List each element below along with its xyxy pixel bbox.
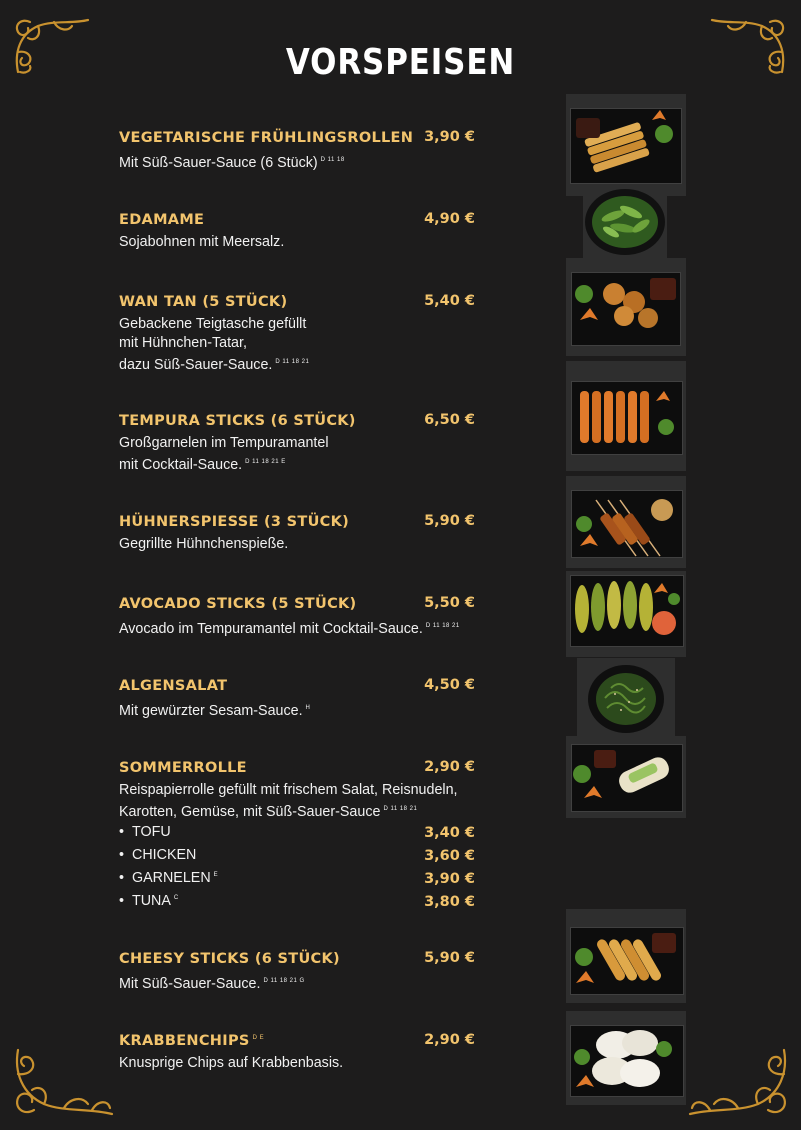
allergen-codes: D 11 18 21 E [245,459,286,465]
photo-seaweed [577,658,675,740]
option-row: • GARNELEN $^E$ 3,90 € [119,869,475,887]
allergen-codes: D 11 18 21 [425,623,460,629]
option-price: 3,90 € [424,870,475,887]
item-price: 5,40 € [424,293,475,309]
photo-avocado [566,571,686,657]
allergen-codes: D 11 18 21 G [263,978,305,984]
option-label: GARNELEN [132,869,211,886]
item-price: 4,90 € [424,211,475,227]
option-label: TOFU [132,823,171,840]
item-price: 6,50 € [424,412,475,428]
item-description: Gebackene Teigtasche gefüllt mit Hühnchen-Tatar, dazu Süß-Sauer-Sauce. $^{D 11 18 21}$ [119,316,310,373]
ornament-top-left-icon [8,12,94,78]
option-label: TUNA [132,892,171,909]
item-price: 5,90 € [424,513,475,529]
item-description: Sojabohnen mit Meersalz. [119,234,285,250]
item-name: HÜHNERSPIESSE (3 STÜCK) [119,514,350,530]
item-name: CHEESY STICKS (6 STÜCK) [119,951,340,967]
item-name: ALGENSALAT [119,678,228,694]
page-title: VORSPEISEN [285,42,516,83]
item-description: Mit gewürzter Sesam-Sauce. $^H$ [119,702,311,719]
photo-cheese-sticks [566,909,686,1003]
menu-item [119,211,479,252]
option-label: CHICKEN [132,846,197,863]
item-description: Reispapierrolle gefüllt mit frischem Salat, Reisnudeln, Karotten, Gemüse, mit Süß-Sauer-Sauce $^{D 11 18 21}$ [119,782,458,820]
menu-item [119,513,479,554]
item-description: Gegrillte Hühnchenspieße. [119,536,289,552]
menu-item [119,412,479,475]
photo-edamame [583,186,667,258]
item-price: 2,90 € [424,1032,475,1048]
photo-summer-roll [566,736,686,818]
item-name: KRABBENCHIPS [119,1033,250,1049]
item-name: AVOCADO STICKS (5 STÜCK) [119,596,357,612]
option-price: 3,60 € [424,847,475,864]
item-price: 3,90 € [424,129,475,145]
item-name: TEMPURA STICKS (6 STÜCK) [119,413,356,429]
item-price: 4,50 € [424,677,475,693]
allergen-codes: D 11 18 21 [383,806,418,812]
ornament-bottom-right-icon [684,1042,794,1122]
allergen-codes: D 11 18 21 [275,359,310,365]
item-name: EDAMAME [119,212,205,228]
option-list [119,824,479,916]
option-row: • CHICKEN 3,60 € [119,846,475,864]
photo-wan-tan [566,258,686,356]
menu-item [119,595,479,639]
item-price: 5,90 € [424,950,475,966]
ornament-bottom-left-icon [8,1042,118,1122]
option-row: • TUNA $^C$ 3,80 € [119,892,475,910]
item-description: Großgarnelen im Tempuramantel mit Cocktail-Sauce. $^{D 11 18 21 E}$ [119,435,329,473]
photo-spring-rolls [566,94,686,196]
allergen-codes: C [173,895,179,901]
item-name: VEGETARISCHE FRÜHLINGSROLLEN [119,130,414,146]
allergen-codes: D 11 18 [320,157,345,163]
option-price: 3,40 € [424,824,475,841]
item-description: Avocado im Tempuramantel mit Cocktail-Sauce. $^{D 11 18 21}$ [119,620,460,637]
item-description: Mit Süß-Sauer-Sauce. $^{D 11 18 21 G}$ [119,975,305,992]
allergen-codes: H [305,705,311,711]
option-row: • TOFU 3,40 € [119,823,475,841]
photo-tempura [566,361,686,471]
allergen-codes: D E [252,1034,265,1041]
ornament-top-right-icon [706,12,792,78]
item-description: Mit Süß-Sauer-Sauce (6 Stück) $^{D 11 18}$ [119,154,345,171]
menu-item [119,1032,479,1073]
menu-item [119,677,479,721]
menu-item [119,950,479,994]
menu-item [119,129,479,173]
item-name: SOMMERROLLE [119,760,247,776]
item-price: 2,90 € [424,759,475,775]
option-price: 3,80 € [424,893,475,910]
menu-item [119,293,479,375]
allergen-codes: E [213,872,219,878]
menu-item [119,759,479,916]
item-price: 5,50 € [424,595,475,611]
photo-prawn-crackers [566,1011,686,1105]
photo-skewers [566,476,686,568]
item-name: WAN TAN (5 STÜCK) [119,294,288,310]
item-description: Knusprige Chips auf Krabbenbasis. [119,1055,344,1071]
